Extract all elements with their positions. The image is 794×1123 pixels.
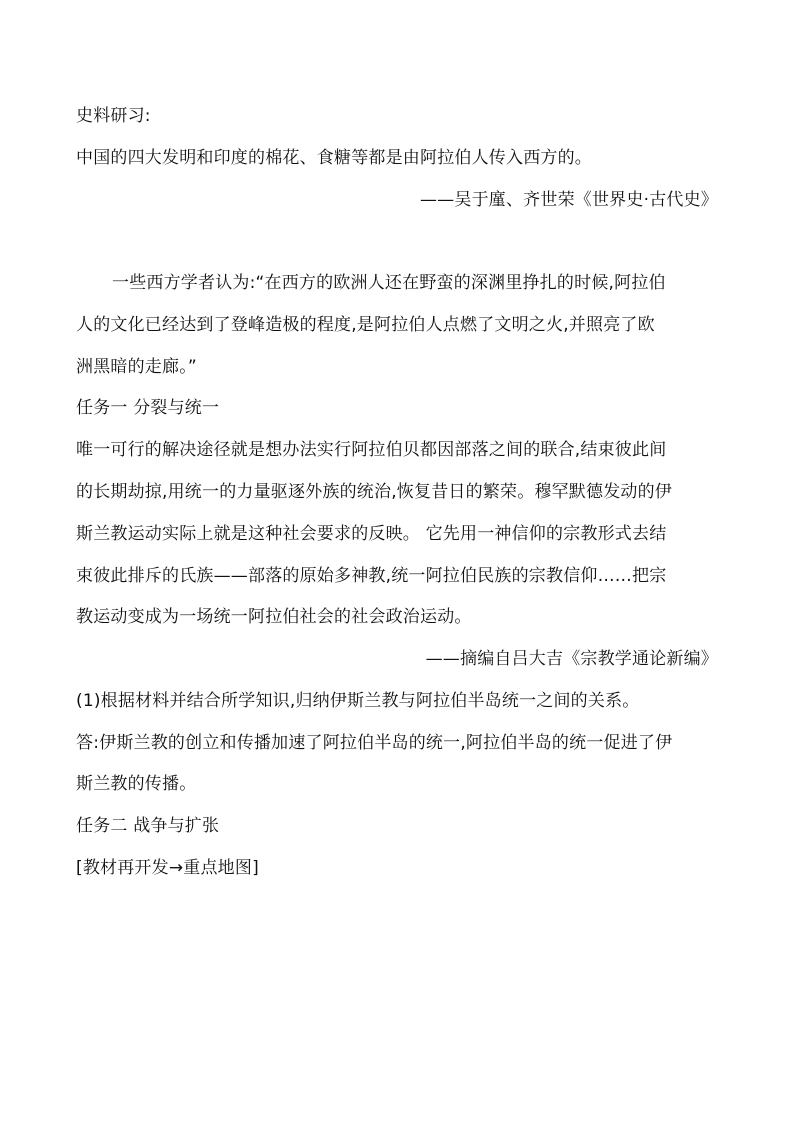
task2-title: 任务二 战争与扩张 (76, 816, 220, 836)
task1-question: (1)根据材料并结合所学知识,归纳伊斯兰教与阿拉伯半岛统一之间的关系。 (76, 691, 640, 711)
quote2-line1: 一些西方学者认为:“在西方的欧洲人还在野蛮的深渊里挣扎的时候,阿拉伯 (112, 273, 666, 293)
quote1-source: ——吴于廑、齐世荣《世界史·古代史》 (419, 190, 718, 210)
task2-subtitle: [教材再开发→重点地图] (76, 858, 259, 878)
task1-answer-line2: 斯兰教的传播。 (76, 774, 197, 794)
task1-title: 任务一 分裂与统一 (76, 398, 220, 418)
task1-material-line3: 斯兰教运动实际上就是这种社会要求的反映。 它先用一神信仰的宗教形式去结 (76, 524, 667, 544)
task1-material-line2: 的长期劫掠,用统一的力量驱逐外族的统治,恢复昔日的繁荣。穆罕默德发动的伊 (76, 482, 673, 502)
task1-material-line1: 唯一可行的解决途径就是想办法实行阿拉伯贝都因部落之间的联合,结束彼此间 (76, 440, 667, 460)
task1-source: ——摘编自吕大吉《宗教学通论新编》 (425, 649, 718, 669)
quote2-line2: 人的文化已经达到了登峰造极的程度,是阿拉伯人点燃了文明之火,并照亮了欧 (76, 315, 655, 335)
task1-material-line4: 束彼此排斥的氏族——部落的原始多神教,统一阿拉伯民族的宗教信仰……把宗 (76, 566, 667, 586)
quote2-line3: 洲黑暗的走廊。” (76, 357, 197, 377)
task1-material-line5: 教运动变成为一场统一阿拉伯社会的社会政治运动。 (76, 607, 472, 627)
task1-answer-line1: 答:伊斯兰教的创立和传播加速了阿拉伯半岛的统一,阿拉伯半岛的统一促进了伊 (76, 733, 673, 753)
section-heading: 史料研习: (76, 106, 151, 126)
quote1-text: 中国的四大发明和印度的棉花、食糖等都是由阿拉伯人传入西方的。 (76, 148, 592, 168)
